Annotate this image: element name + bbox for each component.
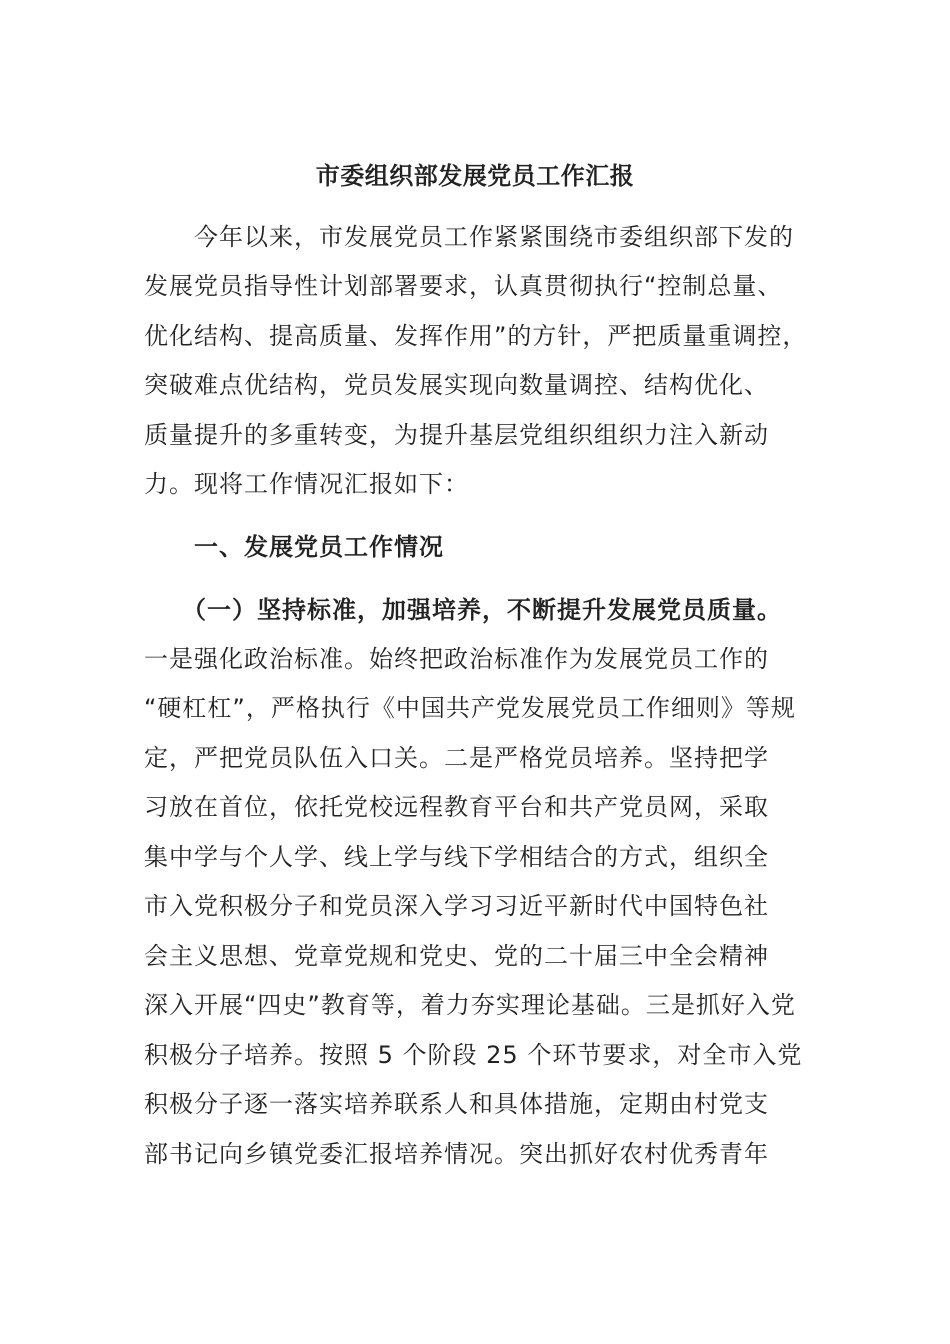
paragraph-line: 质量提升的多重转变，为提升基层党组织组织力注入新动	[144, 421, 769, 449]
paragraph-line: 市入党积极分子和党员深入学习习近平新时代中国特色社	[144, 892, 769, 920]
paragraph-line: 力。现将工作情况汇报如下：	[144, 470, 469, 498]
paragraph-line: 习放在首位，依托党校远程教育平台和共产党员网，采取	[144, 793, 769, 821]
paragraph-line: 积极分子培养。按照 5 个阶段 25 个环节要求，对全市入党	[144, 1041, 803, 1069]
paragraph-line: “硬杠杠”，严格执行《中国共产党发展党员工作细则》等规	[144, 694, 796, 722]
paragraph-line: 突破难点优结构，党员发展实现向数量调控、结构优化、	[144, 371, 769, 399]
paragraph-line: 发展党员指导性计划部署要求，认真贯彻执行“控制总量、	[144, 272, 783, 300]
paragraph-line: 优化结构、提高质量、发挥作用”的方针，严把质量重调控，	[144, 322, 808, 350]
paragraph-line: 集中学与个人学、线上学与线下学相结合的方式，组织全	[144, 843, 769, 871]
paragraph-line: 部书记向乡镇党委汇报培养情况。突出抓好农村优秀青年	[144, 1140, 769, 1168]
paragraph-line: 今年以来，市发展党员工作紧紧围绕市委组织部下发的	[144, 223, 794, 251]
section-heading: 一、发展党员工作情况	[144, 533, 444, 561]
paragraph-line: 一是强化政治标准。始终把政治标准作为发展党员工作的	[144, 645, 769, 673]
paragraph-line: 深入开展“四史”教育等，着力夯实理论基础。三是抓好入党	[144, 991, 796, 1019]
paragraph-line: 定，严把党员队伍入口关。二是严格党员培养。坚持把学	[144, 744, 769, 772]
paragraph-line: 会主义思想、党章党规和党史、党的二十届三中全会精神	[144, 942, 769, 970]
subsection-heading: （一）坚持标准，加强培养，不断提升发展党员质量。	[144, 596, 782, 624]
document-title: 市委组织部发展党员工作汇报	[315, 162, 635, 190]
paragraph-line: 积极分子逐一落实培养联系人和具体措施，定期由村党支	[144, 1090, 769, 1118]
